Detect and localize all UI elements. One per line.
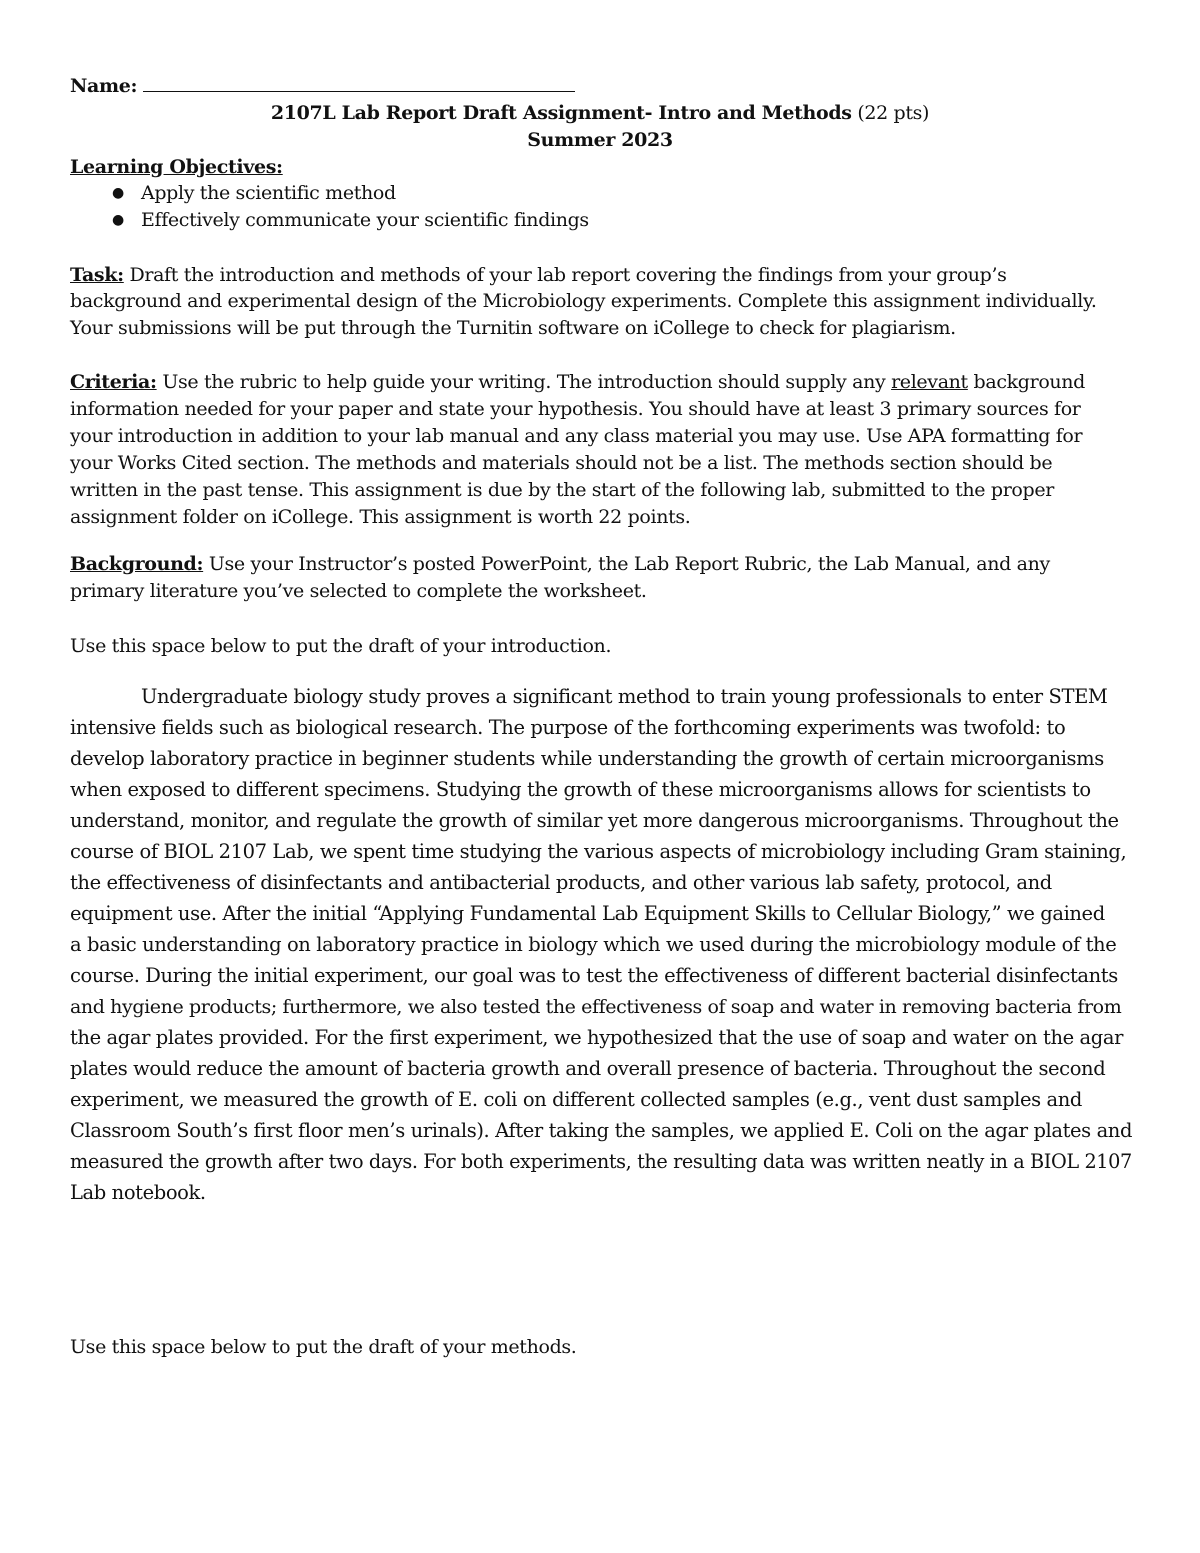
intro-paragraph-line: a basic understanding on laboratory practice in biology which we used during the microbiology module of the — [70, 933, 1117, 956]
intro-prompt: Use this space below to put the draft of your introduction. — [70, 635, 612, 657]
intro-paragraph-line: Undergraduate biology study proves a significant method to train young professionals to enter STEM — [141, 685, 1108, 708]
name-underline — [143, 73, 575, 92]
criteria-line — [70, 369, 1085, 395]
task-text: Your submissions will be put through the Turnitin software on iCollege to check for plagiarism. — [70, 317, 956, 339]
task-text: background and experimental design of the Microbiology experiments. Complete this assignment individually. — [70, 290, 1097, 312]
intro-paragraph-line: Lab notebook. — [70, 1181, 206, 1204]
criteria-emphasis: relevant — [891, 371, 968, 393]
intro-paragraph-line: measured the growth after two days. For both experiments, the resulting data was written neatly in a BIOL 2107 — [70, 1150, 1132, 1173]
criteria-text: your Works Cited section. The methods and materials should not be a list. The methods section should be — [70, 452, 1053, 474]
criteria-text: written in the past tense. This assignment is due by the start of the following lab, submitted to the proper — [70, 479, 1054, 501]
task-label: Task: — [70, 264, 124, 286]
task-text: Draft the introduction and methods of your lab report covering the findings from your group’s — [123, 264, 1007, 286]
criteria-text: your introduction in addition to your lab manual and any class material you may use. Use APA formatting for — [70, 425, 1083, 447]
background-line — [70, 551, 1050, 577]
criteria-text: background — [967, 371, 1085, 393]
intro-paragraph-line: equipment use. After the initial “Applying Fundamental Lab Equipment Skills to Cellular Biology,” we gained — [70, 902, 1105, 925]
intro-paragraph-line: develop laboratory practice in beginner students while understanding the growth of certain microorganisms — [70, 747, 1104, 770]
intro-paragraph-line: when exposed to different specimens. Studying the growth of these microorganisms allows for scientists to — [70, 778, 1091, 801]
background-text: Use your Instructor’s posted PowerPoint, the Lab Report Rubric, the Lab Manual, and any — [203, 553, 1050, 575]
bullet-icon: ● — [112, 185, 125, 201]
objective-item: Effectively communicate your scientific findings — [141, 209, 589, 231]
task-line — [70, 262, 1007, 288]
intro-paragraph-line: experiment, we measured the growth of E. coli on different collected samples (e.g., vent dust samples and — [70, 1088, 1083, 1111]
objectives-heading: Learning Objectives: — [70, 156, 283, 178]
intro-paragraph-line: the effectiveness of disinfectants and antibacterial products, and other various lab safety, protocol, and — [70, 871, 1052, 894]
intro-paragraph-line: the agar plates provided. For the first experiment, we hypothesized that the use of soap and water on the agar — [70, 1026, 1123, 1049]
bullet-icon: ● — [112, 212, 125, 228]
intro-paragraph-line: intensive fields such as biological research. The purpose of the forthcoming experiments was twofold: to — [70, 716, 1066, 739]
intro-paragraph-line: plates would reduce the amount of bacteria growth and overall presence of bacteria. Throughout the second — [70, 1057, 1106, 1080]
intro-paragraph-line: course of BIOL 2107 Lab, we spent time studying the various aspects of microbiology including Gram staining, — [70, 840, 1127, 863]
intro-paragraph-line: Classroom South’s first floor men’s urinals). After taking the samples, we applied E. Coli on the agar plates and — [70, 1119, 1133, 1142]
intro-paragraph-line: course. During the initial experiment, our goal was to test the effectiveness of different bacterial disinfectants — [70, 964, 1118, 987]
name-label: Name: — [70, 75, 138, 97]
background-text: primary literature you’ve selected to complete the worksheet. — [70, 580, 647, 602]
criteria-text: Use the rubric to help guide your writing. The introduction should supply any — [156, 371, 892, 393]
intro-paragraph-line: and hygiene products; furthermore, we also tested the effectiveness of soap and water in removing bacteria from — [70, 996, 1122, 1018]
criteria-text: assignment folder on iCollege. This assignment is worth 22 points. — [70, 506, 691, 528]
document-title — [70, 100, 1130, 126]
title-points: (22 pts) — [857, 102, 930, 124]
intro-paragraph-line: understand, monitor, and regulate the growth of similar yet more dangerous microorganisms. Throughout the — [70, 809, 1119, 832]
term-label: Summer 2023 — [527, 129, 673, 151]
title-main: 2107L Lab Report Draft Assignment- Intro and Methods — [270, 102, 852, 124]
background-label: Background: — [70, 553, 204, 575]
criteria-text: information needed for your paper and state your hypothesis. You should have at least 3 primary sources for — [70, 398, 1081, 420]
methods-prompt: Use this space below to put the draft of your methods. — [70, 1336, 577, 1358]
objective-item: Apply the scientific method — [141, 182, 396, 204]
criteria-label: Criteria: — [70, 371, 157, 393]
name-field — [70, 73, 575, 99]
